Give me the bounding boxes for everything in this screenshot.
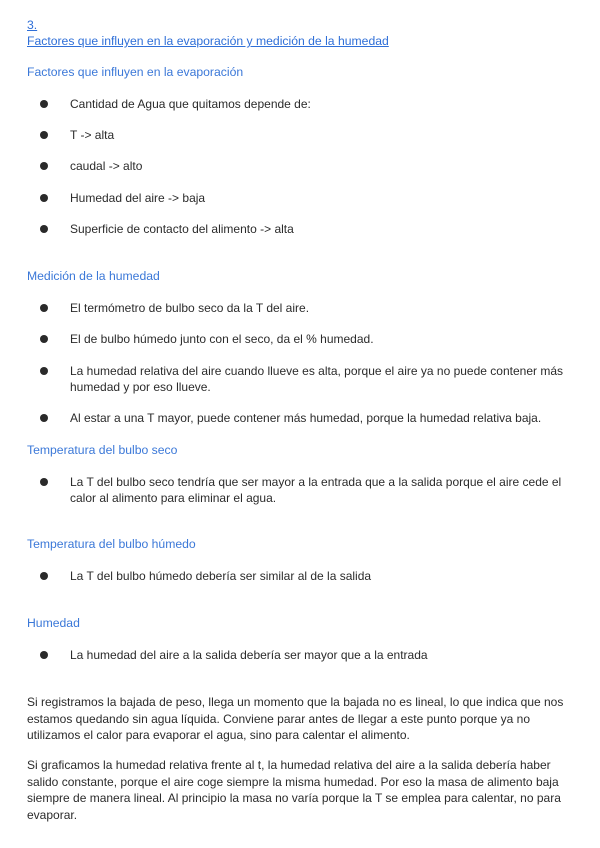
- heading-dry-bulb: Temperatura del bulbo seco: [27, 443, 178, 457]
- bullet-icon: [40, 225, 48, 233]
- heading-wet-bulb: Temperatura del bulbo húmedo: [27, 537, 196, 551]
- paragraph-weight-loss: Si registramos la bajada de peso, llega un momento que la bajada no es lineal, lo que indica que nos estamos quedando sin agua líquida. Conviene parar antes de llegar a este punto porque ya no utilizamos el calor para evaporar el agua, sino para calentar el alimento.: [27, 695, 564, 742]
- section-title-link[interactable]: Factores que influyen en la evaporación y medición de la humedad: [27, 34, 389, 48]
- section-number-link[interactable]: 3.: [27, 18, 38, 32]
- bullet-icon: [40, 478, 48, 486]
- bullet-icon: [40, 194, 48, 202]
- bullet-icon: [40, 572, 48, 580]
- bullet-icon: [40, 304, 48, 312]
- heading-humidity-measurement: Medición de la humedad: [27, 269, 160, 283]
- bullet-icon: [40, 100, 48, 108]
- bullet-icon: [40, 335, 48, 343]
- bullet-icon: [40, 367, 48, 375]
- paragraph-relative-humidity: Si graficamos la humedad relativa frente al t, la humedad relativa del aire a la salida debería haber salido constante, porque el aire coge siempre la misma humedad. Por eso la masa de alimento baja siempre de manera lineal. Al principio la masa no varía porque la T se emplea para calentar, no para evaporar.: [27, 758, 561, 822]
- heading-evaporation-factors: Factores que influyen en la evaporación: [27, 65, 244, 79]
- bullet-icon: [40, 414, 48, 422]
- bullet-icon: [40, 162, 48, 170]
- bullet-icon: [40, 131, 48, 139]
- bullet-icon: [40, 651, 48, 659]
- heading-humidity: Humedad: [27, 616, 80, 630]
